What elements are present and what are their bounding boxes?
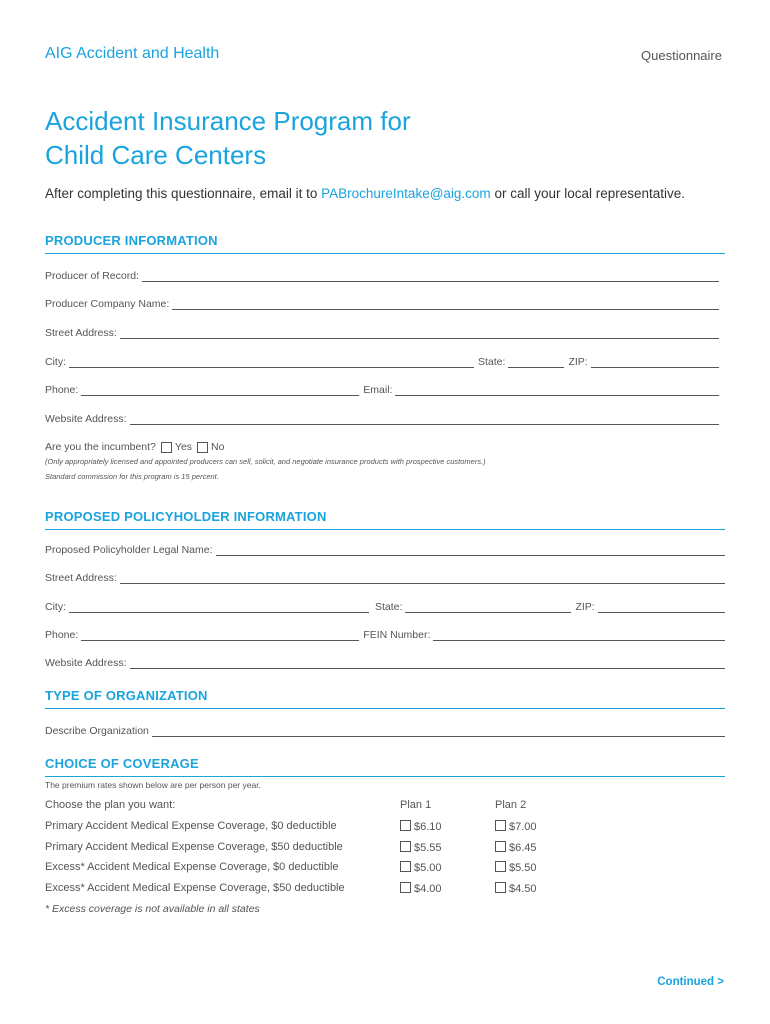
describe-organization-label: Describe Organization xyxy=(45,725,149,737)
plan-2-checkbox[interactable] xyxy=(495,882,506,893)
policyholder-street-label: Street Address: xyxy=(45,572,117,584)
plan-1-checkbox[interactable] xyxy=(400,841,411,852)
producer-phone-label: Phone: xyxy=(45,384,79,396)
plan-2-option[interactable] xyxy=(493,820,537,833)
producer-website-label: Website Address: xyxy=(45,413,127,425)
producer-street-row xyxy=(45,323,719,339)
choose-plan-label: Choose the plan you want: xyxy=(45,799,176,811)
policyholder-state-field[interactable] xyxy=(405,601,571,613)
producer-phone-row xyxy=(45,380,719,396)
producer-street-field[interactable] xyxy=(120,327,719,339)
producer-company-field[interactable] xyxy=(172,298,719,310)
plan-1-option[interactable] xyxy=(398,820,442,833)
brand-name: AIG Accident and Health xyxy=(45,45,220,62)
policyholder-name-field[interactable] xyxy=(216,544,725,556)
fein-field[interactable] xyxy=(433,629,725,641)
intake-email-link[interactable]: PABrochureIntake@aig.com xyxy=(321,186,491,201)
policyholder-name-label: Proposed Policyholder Legal Name: xyxy=(45,544,213,556)
policyholder-website-field[interactable] xyxy=(130,657,725,669)
producer-of-record-row xyxy=(45,266,719,282)
policyholder-website-label: Website Address: xyxy=(45,657,127,669)
intro-before: After completing this questionnaire, email it to xyxy=(45,186,322,201)
producer-city-label: City: xyxy=(45,356,66,368)
policyholder-street-row xyxy=(45,568,725,584)
incumbent-no-checkbox[interactable] xyxy=(197,442,208,453)
producer-section-heading: PRODUCER INFORMATION xyxy=(45,233,725,254)
plan-1-checkbox[interactable] xyxy=(400,861,411,872)
producer-email-label: Email: xyxy=(363,384,393,396)
producer-website-row xyxy=(45,409,719,425)
policyholder-website-row xyxy=(45,653,725,669)
producer-of-record-label: Producer of Record: xyxy=(45,270,139,282)
producer-company-label: Producer Company Name: xyxy=(45,298,170,310)
policyholder-phone-row xyxy=(45,625,725,641)
policyholder-zip-label: ZIP: xyxy=(575,601,595,613)
incumbent-yes-label: Yes xyxy=(174,441,193,453)
policyholder-city-field[interactable] xyxy=(69,601,369,613)
producer-of-record-field[interactable] xyxy=(142,270,719,282)
plan-2-option[interactable] xyxy=(493,841,537,854)
plan-1-option[interactable] xyxy=(398,861,442,874)
plan-2-rate: $7.00 xyxy=(509,821,537,833)
plan-1-rate: $4.00 xyxy=(414,883,442,895)
producer-street-label: Street Address: xyxy=(45,327,117,339)
producer-company-row xyxy=(45,294,719,310)
document-type: Questionnaire xyxy=(641,48,722,63)
plan-2-header: Plan 2 xyxy=(495,799,527,811)
plan-1-header: Plan 1 xyxy=(400,799,432,811)
coverage-row-label: Excess* Accident Medical Expense Coverage, $50 deductible xyxy=(45,882,345,894)
policyholder-city-label: City: xyxy=(45,601,66,613)
plan-1-rate: $6.10 xyxy=(414,821,442,833)
plan-2-checkbox[interactable] xyxy=(495,861,506,872)
policyholder-phone-label: Phone: xyxy=(45,629,79,641)
commission-note: Standard commission for this program is 15 percent. xyxy=(45,472,219,481)
incumbent-no-label: No xyxy=(211,441,225,453)
plan-1-rate: $5.55 xyxy=(414,842,442,854)
plan-2-checkbox[interactable] xyxy=(495,820,506,831)
producer-state-field[interactable] xyxy=(508,356,564,368)
plan-2-option[interactable] xyxy=(493,861,537,874)
incumbent-yes-checkbox[interactable] xyxy=(161,442,172,453)
describe-organization-row xyxy=(45,721,725,737)
producer-phone-field[interactable] xyxy=(81,384,359,396)
policyholder-section-heading: PROPOSED POLICYHOLDER INFORMATION xyxy=(45,509,725,530)
organization-section-heading: TYPE OF ORGANIZATION xyxy=(45,688,725,709)
policyholder-city-row xyxy=(45,597,725,613)
policyholder-state-label: State: xyxy=(375,601,403,613)
policyholder-name-row xyxy=(45,540,725,556)
producer-city-field[interactable] xyxy=(69,356,474,368)
fein-label: FEIN Number: xyxy=(363,629,431,641)
title-line-2: Child Care Centers xyxy=(45,140,267,170)
page-title xyxy=(45,104,411,172)
coverage-section-heading: CHOICE OF COVERAGE xyxy=(45,756,725,777)
policyholder-street-field[interactable] xyxy=(120,572,725,584)
continued-link[interactable]: Continued > xyxy=(657,976,724,988)
licensing-note: (Only appropriately licensed and appointed producers can sell, solicit, and negotiate insurance products with prospective customers.) xyxy=(45,457,486,466)
coverage-rates-note: The premium rates shown below are per person per year. xyxy=(45,780,261,790)
excess-coverage-footnote: * Excess coverage is not available in all states xyxy=(45,903,260,915)
coverage-row-label: Primary Accident Medical Expense Coverage, $0 deductible xyxy=(45,820,337,832)
coverage-row-label: Excess* Accident Medical Expense Coverage, $0 deductible xyxy=(45,861,339,873)
producer-email-field[interactable] xyxy=(395,384,719,396)
coverage-row-label: Primary Accident Medical Expense Coverage, $50 deductible xyxy=(45,841,343,853)
title-line-1: Accident Insurance Program for xyxy=(45,106,411,136)
producer-state-label: State: xyxy=(478,356,506,368)
plan-1-option[interactable] xyxy=(398,841,442,854)
producer-zip-field[interactable] xyxy=(591,356,719,368)
plan-2-checkbox[interactable] xyxy=(495,841,506,852)
describe-organization-field[interactable] xyxy=(152,725,725,737)
producer-website-field[interactable] xyxy=(130,413,719,425)
plan-1-rate: $5.00 xyxy=(414,862,442,874)
incumbent-label: Are you the incumbent? xyxy=(45,441,156,453)
intro-after: or call your local representative. xyxy=(490,186,686,201)
plan-2-rate: $4.50 xyxy=(509,883,537,895)
policyholder-zip-field[interactable] xyxy=(598,601,725,613)
plan-1-checkbox[interactable] xyxy=(400,882,411,893)
plan-2-rate: $6.45 xyxy=(509,842,537,854)
plan-2-rate: $5.50 xyxy=(509,862,537,874)
producer-city-row xyxy=(45,352,719,368)
intro-text xyxy=(45,186,685,201)
producer-zip-label: ZIP: xyxy=(568,356,588,368)
policyholder-phone-field[interactable] xyxy=(81,629,359,641)
plan-1-checkbox[interactable] xyxy=(400,820,411,831)
plan-2-option[interactable] xyxy=(493,882,537,895)
incumbent-row xyxy=(45,437,719,453)
plan-1-option[interactable] xyxy=(398,882,442,895)
